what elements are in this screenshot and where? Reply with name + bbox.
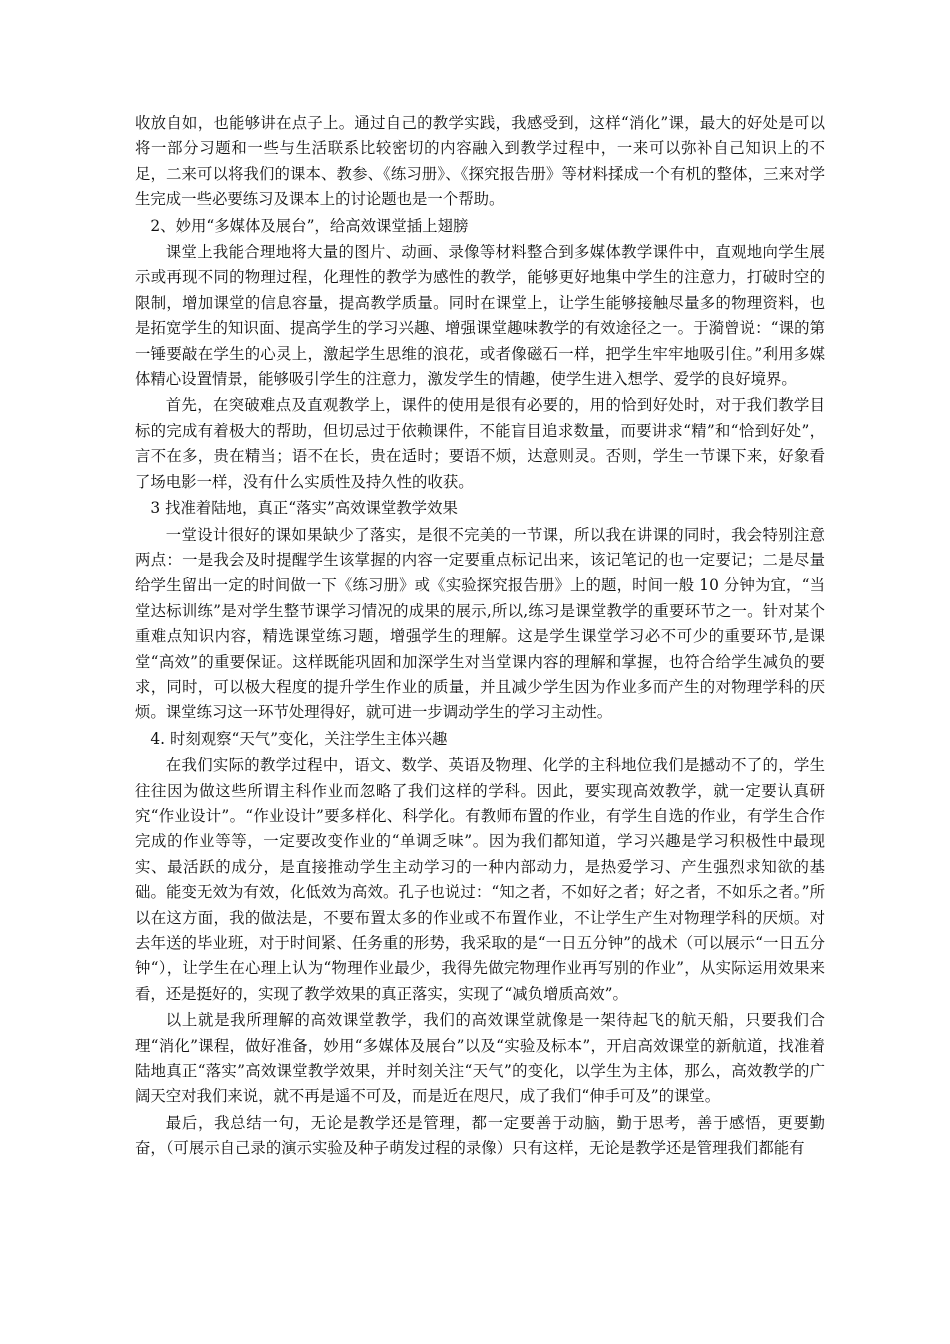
paragraph: 最后，我总结一句，无论是教学还是管理，都一定要善于动脑，勤于思考，善于感悟，更要勤奋，（可展示自己录的演示实验及种子萌发过程的录像）只有这样，无论是教学还是管理我们都能有 xyxy=(135,1113,825,1158)
paragraph: 一堂设计很好的课如果缺少了落实，是很不完美的一节课，所以我在讲课的同时，我会特别注意两点：一是我会及时提醒学生该掌握的内容一定要重点标记出来，该记笔记的也一定要记；二是尽量给学生留出一定的时间做一下《练习册》或《实验探究报告册》上的题，时间一般 10 分钟为宜，“当堂达标训练”是对学生整节课学习情况的成果的展示,所以,练习是课堂教学的重要环节之一。针对某个重难点知识内容，精选课堂练习题，增强学生的理解。这是学生课堂学习必不可少的重要环节,是课堂“高效”的重要保证。这样既能巩固和加深学生对当堂课内容的理解和掌握，也符合给学生减负的要求，同时，可以极大程度的提升学生作业的质量，并且减少学生因为作业多而产生的对物理学科的厌烦。课堂练习这一环节处理得好，就可进一步调动学生的学习主动性。 xyxy=(135,525,825,722)
section-heading-4: 4. 时刻观察“天气”变化，关注学生主体兴趣 xyxy=(150,729,448,748)
section-heading-2: 2、妙用“多媒体及展台”，给高效课堂插上翅膀 xyxy=(150,216,469,235)
document-page xyxy=(135,111,825,1162)
paragraph-continued: 收放自如，也能够讲在点子上。通过自己的教学实践，我感受到，这样“消化”课，最大的好处是可以将一部分习题和一些与生活联系比较密切的内容融入到教学过程中，一来可以弥补自己知识上的不足，二来可以将我们的课本、教参、《练习册》、《探究报告册》等材料揉成一个有机的整体，三来对学生完成一些必要练习及课本上的讨论题也是一个帮助。 xyxy=(135,114,825,209)
paragraph: 以上就是我所理解的高效课堂教学，我们的高效课堂就像是一架待起飞的航天船，只要我们合理“消化”课程，做好准备，妙用“多媒体及展台”以及“实验及标本”，开启高效课堂的新航道，找准着陆地真正“落实”高效课堂教学效果，并时刻关注“天气”的变化，以学生为主体，那么，高效教学的广阔天空对我们来说，就不再是遥不可及，而是近在咫尺，成了我们“伸手可及”的课堂。 xyxy=(135,1011,825,1106)
paragraph: 课堂上我能合理地将大量的图片、动画、录像等材料整合到多媒体教学课件中，直观地向学生展示或再现不同的物理过程，化理性的教学为感性的教学，能够更好地集中学生的注意力，打破时空的限制，增加课堂的信息容量，提高教学质量。同时在课堂上，让学生能够接触尽量多的物理资料，也是拓宽学生的知识面、提高学生的学习兴趣、增强课堂趣味教学的有效途径之一。于漪曾说：“课的第一锤要敲在学生的心灵上，激起学生思维的浪花，或者像磁石一样，把学生牢牢地吸引住。”利用多媒体精心设置情景，能够吸引学生的注意力，激发学生的情趣，使学生进入想学、爱学的良好境界。 xyxy=(135,243,825,389)
paragraph: 首先，在突破难点及直观教学上，课件的使用是很有必要的，用的恰到好处时，对于我们教学目标的完成有着极大的帮助，但切忌过于依赖课件，不能盲目追求数量，而要讲求“精”和“恰到好处”，言不在多，贵在精当；语不在长，贵在适时；要语不烦，达意则灵。否则，学生一节课下来，好象看了场电影一样，没有什么实质性及持久性的收获。 xyxy=(135,396,825,491)
section-heading-3: 3 找准着陆地，真正“落实”高效课堂教学效果 xyxy=(150,499,458,518)
paragraph: 在我们实际的教学过程中，语文、数学、英语及物理、化学的主科地位我们是撼动不了的，学生往往因为做这些所谓主科作业而忽略了我们这样的学科。因此，要实现高效教学，就一定要认真研究“作业设计”。“作业设计”要多样化、科学化。有教师布置的作业，有学生自选的作业，有学生合作完成的作业等等，一定要改变作业的“单调乏味”。因为我们都知道，学习兴趣是学习积极性中最现实、最活跃的成分，是直接推动学生主动学习的一种内部动力，是热爱学习、产生强烈求知欲的基础。能变无效为有效，化低效为高效。孔子也说过：“知之者，不如好之者；好之者，不如乐之者。”所以在这方面，我的做法是，不要布置太多的作业或不布置作业，不让学生产生对物理学科的厌烦。对去年送的毕业班，对于时间紧、任务重的形势，我采取的是“一日五分钟”的战术（可以展示“一日五分钟“），让学生在心理上认为“物理作业最少，我得先做完物理作业再写别的作业”，从实际运用效果来看，还是挺好的，实现了教学效果的真正落实，实现了“减负增质高效”。 xyxy=(135,756,825,1003)
